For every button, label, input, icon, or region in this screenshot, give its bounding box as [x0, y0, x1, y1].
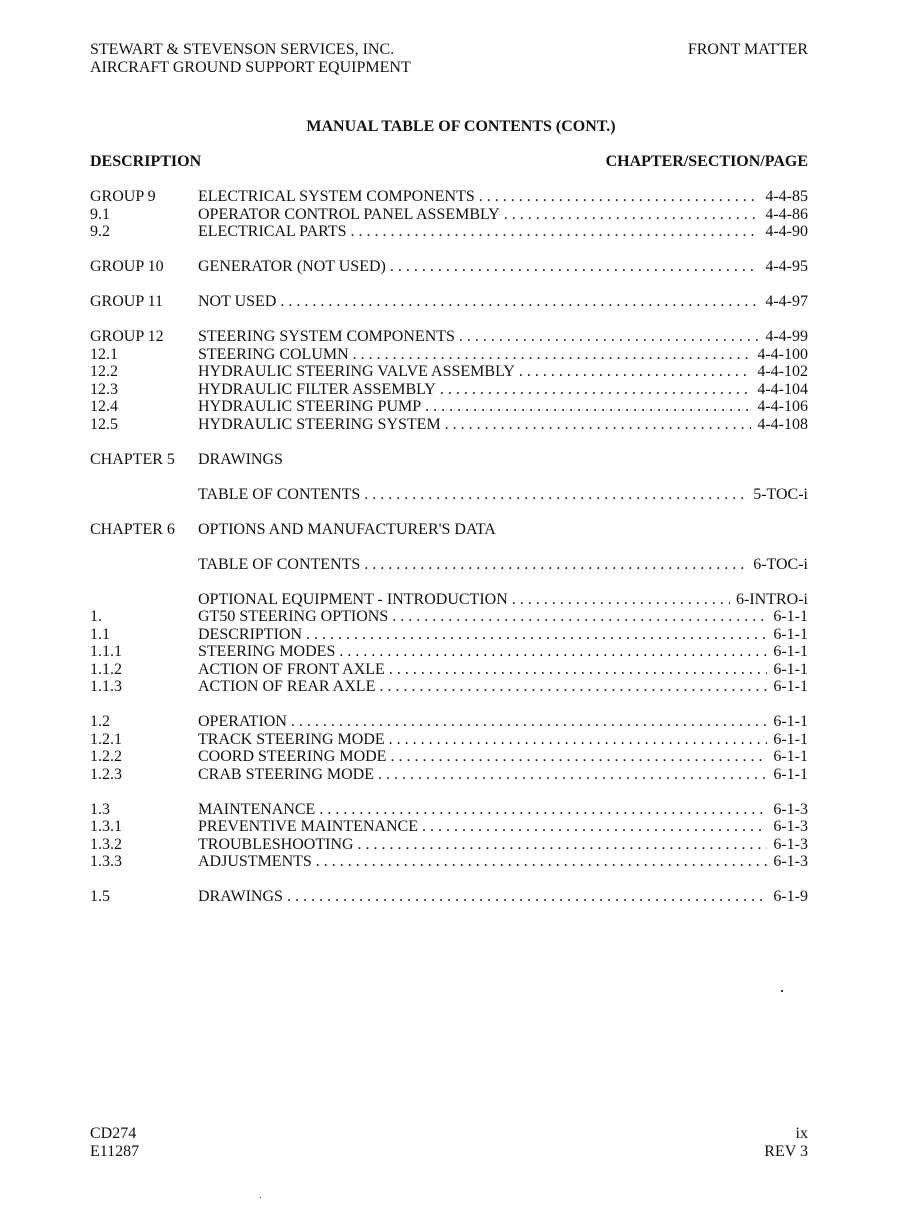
table-of-contents: [90, 188, 808, 906]
toc-entry-title: DRAWINGS: [198, 450, 283, 468]
toc-entry-number: 1.2.2: [90, 748, 122, 765]
toc-entry-line: [198, 556, 808, 574]
toc-dot-leader: [364, 556, 747, 574]
toc-entry-page: 4-4-86: [765, 205, 808, 223]
toc-entry-title: TABLE OF CONTENTS: [198, 485, 361, 503]
toc-entry-title: COORD STEERING MODE: [198, 748, 387, 765]
toc-entry-line: [198, 853, 808, 871]
toc-entry-number: 12.5: [90, 415, 118, 433]
toc-entry-number: 9.2: [90, 223, 110, 240]
toc-entry-number: 1.3.1: [90, 818, 122, 835]
toc-entry-line: [198, 398, 808, 416]
revision: REV 3: [764, 1142, 808, 1160]
toc-entry: [90, 188, 808, 206]
toc-entry-line: [198, 521, 808, 539]
toc-entry: [90, 678, 808, 696]
toc-entry-number: 12.4: [90, 398, 118, 415]
toc-dot-leader: [390, 748, 767, 766]
toc-entry-title: STEERING SYSTEM COMPONENTS: [198, 328, 455, 345]
toc-spacer: [90, 573, 808, 591]
toc-entry: [90, 363, 808, 381]
toc-dot-leader: [319, 801, 767, 819]
toc-entry-number: 9.1: [90, 205, 110, 223]
toc-spacer: [90, 311, 808, 329]
toc-entry: [90, 381, 808, 399]
toc-entry-line: [198, 258, 808, 276]
toc-entry-title: STEERING MODES: [198, 643, 336, 660]
toc-entry-title: ACTION OF FRONT AXLE: [198, 660, 385, 678]
toc-entry-title: OPERATION: [198, 713, 287, 730]
page-number: ix: [795, 1125, 808, 1142]
toc-entry-number: CHAPTER 5: [90, 450, 175, 468]
toc-entry-page: 6-1-1: [773, 713, 808, 730]
toc-dot-leader: [440, 381, 752, 399]
toc-dot-leader: [291, 713, 767, 731]
toc-entry: [90, 888, 808, 906]
toc-entry-number: 1.1: [90, 625, 110, 643]
toc-entry-number: 1.5: [90, 888, 110, 905]
toc-entry-number: 1.: [90, 608, 102, 625]
toc-dot-leader: [280, 293, 759, 311]
toc-entry-line: [198, 836, 808, 854]
toc-entry-line: [198, 328, 808, 346]
toc-entry-number: 1.2.3: [90, 765, 122, 783]
toc-entry: [90, 608, 808, 626]
toc-entry-page: 6-1-3: [773, 835, 808, 853]
toc-entry-number: 1.1.1: [90, 643, 122, 660]
toc-entry: [90, 748, 808, 766]
toc-entry: [90, 451, 808, 469]
toc-entry-page: 6-TOC-i: [753, 555, 808, 573]
toc-entry-line: [198, 591, 808, 609]
toc-entry-line: [198, 363, 808, 381]
toc-entry-line: [198, 643, 808, 661]
toc-entry-page: 4-4-108: [757, 415, 808, 433]
toc-entry-line: [198, 486, 808, 504]
toc-entry-page: 4-4-97: [765, 293, 808, 310]
toc-entry: [90, 591, 808, 609]
toc-entry-page: 6-1-3: [773, 800, 808, 818]
toc-entry-page: 5-TOC-i: [753, 485, 808, 503]
toc-dot-leader: [287, 888, 767, 906]
toc-dot-leader: [390, 258, 759, 276]
toc-dot-leader: [389, 661, 768, 679]
toc-entry: [90, 486, 808, 504]
document-number: E11287: [90, 1142, 140, 1160]
toc-spacer: [90, 871, 808, 889]
toc-dot-leader: [351, 223, 760, 241]
toc-entry-page: 6-1-9: [773, 888, 808, 905]
toc-spacer: [90, 503, 808, 521]
toc-dot-leader: [519, 363, 752, 381]
toc-entry-page: 4-4-102: [757, 363, 808, 380]
stray-mark: [781, 990, 783, 992]
toc-dot-leader: [378, 766, 767, 784]
toc-dot-leader: [306, 626, 767, 644]
toc-entry-page: 6-1-1: [773, 608, 808, 625]
toc-entry-number: 12.3: [90, 380, 118, 398]
toc-entry-title: DRAWINGS: [198, 888, 283, 905]
toc-entry-page: 6-1-1: [773, 678, 808, 695]
page-title: MANUAL TABLE OF CONTENTS (CONT.): [306, 118, 616, 135]
toc-entry-line: [198, 678, 808, 696]
toc-entry-number: 1.3.2: [90, 835, 122, 853]
toc-dot-leader: [364, 486, 747, 504]
toc-entry-page: 4-4-95: [765, 258, 808, 275]
toc-entry-title: HYDRAULIC FILTER ASSEMBLY: [198, 380, 436, 398]
header-section: FRONT MATTER: [687, 41, 808, 58]
column-header-chapter-section-page: CHAPTER/SECTION/PAGE: [605, 153, 808, 170]
toc-entry: [90, 398, 808, 416]
header-left: [90, 41, 411, 76]
toc-entry: [90, 556, 808, 574]
toc-entry-title: OPERATOR CONTROL PANEL ASSEMBLY: [198, 205, 500, 223]
toc-entry-page: 6-1-3: [773, 853, 808, 870]
toc-entry-line: [198, 451, 808, 469]
toc-entry-title: GT50 STEERING OPTIONS: [198, 608, 389, 625]
toc-spacer: [90, 241, 808, 259]
toc-entry: [90, 328, 808, 346]
toc-entry: [90, 818, 808, 836]
footer-right: [764, 1125, 808, 1160]
toc-entry-number: 1.3: [90, 800, 110, 818]
toc-entry-title: TRACK STEERING MODE: [198, 730, 385, 748]
toc-entry: [90, 293, 808, 311]
toc-entry-line: [198, 766, 808, 784]
toc-entry-line: [198, 818, 808, 836]
toc-entry-title: ELECTRICAL SYSTEM COMPONENTS: [198, 188, 475, 205]
toc-entry-line: [198, 381, 808, 399]
toc-entry-page: 6-INTRO-i: [736, 590, 808, 608]
toc-entry: [90, 643, 808, 661]
toc-entry: [90, 521, 808, 539]
toc-dot-leader: [339, 643, 767, 661]
toc-entry: [90, 836, 808, 854]
toc-dot-leader: [425, 398, 751, 416]
toc-entry-number: GROUP 12: [90, 328, 164, 345]
toc-dot-leader: [512, 591, 730, 609]
toc-entry-page: 4-4-106: [757, 398, 808, 415]
stray-mark: [260, 1197, 261, 1198]
toc-entry-line: [198, 416, 808, 434]
toc-entry-line: [198, 206, 808, 224]
toc-entry-title: OPTIONS AND MANUFACTURER'S DATA: [198, 520, 496, 538]
footer-left: [90, 1125, 139, 1160]
toc-entry-page: 6-1-1: [773, 765, 808, 783]
division-name: AIRCRAFT GROUND SUPPORT EQUIPMENT: [90, 58, 411, 76]
toc-entry-number: 1.2: [90, 713, 110, 730]
toc-entry-title: ELECTRICAL PARTS: [198, 223, 347, 240]
toc-entry-title: ADJUSTMENTS: [198, 853, 312, 870]
toc-entry-number: 12.2: [90, 363, 118, 380]
toc-entry-title: HYDRAULIC STEERING VALVE ASSEMBLY: [198, 363, 515, 380]
toc-entry: [90, 853, 808, 871]
toc-entry-title: HYDRAULIC STEERING PUMP: [198, 398, 422, 415]
toc-spacer: [90, 696, 808, 714]
toc-entry: [90, 626, 808, 644]
toc-spacer: [90, 538, 808, 556]
toc-entry-line: [198, 223, 808, 241]
toc-entry-page: 4-4-90: [765, 223, 808, 240]
toc-entry-title: DESCRIPTION: [198, 625, 303, 643]
toc-entry-line: [198, 801, 808, 819]
toc-entry: [90, 766, 808, 784]
toc-dot-leader: [392, 608, 767, 626]
toc-entry-line: [198, 346, 808, 364]
toc-entry-page: 4-4-104: [757, 380, 808, 398]
toc-entry-title: STEERING COLUMN: [198, 345, 349, 363]
toc-entry-title: TABLE OF CONTENTS: [198, 555, 361, 573]
toc-spacer: [90, 276, 808, 294]
toc-entry-page: 4-4-85: [765, 188, 808, 205]
toc-entry: [90, 661, 808, 679]
toc-entry: [90, 801, 808, 819]
toc-entry-title: TROUBLESHOOTING: [198, 835, 354, 853]
toc-dot-leader: [459, 328, 759, 346]
toc-entry-number: 1.1.3: [90, 678, 122, 695]
toc-entry-title: HYDRAULIC STEERING SYSTEM: [198, 415, 441, 433]
toc-entry-title: CRAB STEERING MODE: [198, 765, 375, 783]
toc-entry-line: [198, 608, 808, 626]
toc-entry-page: 6-1-3: [773, 818, 808, 835]
company-name: STEWART & STEVENSON SERVICES, INC.: [90, 41, 395, 58]
toc-entry-page: 6-1-1: [773, 660, 808, 678]
document-code: CD274: [90, 1125, 137, 1142]
toc-entry: [90, 206, 808, 224]
toc-entry: [90, 258, 808, 276]
toc-entry-page: 6-1-1: [773, 730, 808, 748]
toc-dot-leader: [389, 731, 768, 749]
toc-entry-number: CHAPTER 6: [90, 520, 175, 538]
toc-spacer: [90, 783, 808, 801]
toc-entry: [90, 346, 808, 364]
toc-dot-leader: [445, 416, 752, 434]
toc-entry-number: GROUP 10: [90, 258, 164, 275]
toc-dot-leader: [379, 678, 767, 696]
toc-entry-line: [198, 748, 808, 766]
toc-entry-line: [198, 188, 808, 206]
toc-entry-line: [198, 626, 808, 644]
toc-entry-line: [198, 661, 808, 679]
toc-entry-number: GROUP 9: [90, 188, 156, 205]
toc-spacer: [90, 468, 808, 486]
toc-spacer: [90, 433, 808, 451]
toc-entry-page: 6-1-1: [773, 643, 808, 660]
toc-entry-page: 6-1-1: [773, 748, 808, 765]
toc-entry-number: 12.1: [90, 345, 118, 363]
toc-entry-page: 4-4-100: [757, 345, 808, 363]
toc-entry-number: 1.3.3: [90, 853, 122, 870]
toc-entry-line: [198, 713, 808, 731]
toc-entry-title: MAINTENANCE: [198, 800, 316, 818]
toc-entry-title: PREVENTIVE MAINTENANCE: [198, 818, 418, 835]
toc-dot-leader: [422, 818, 767, 836]
toc-entry-title: NOT USED: [198, 293, 277, 310]
toc-entry-line: [198, 293, 808, 311]
toc-dot-leader: [504, 206, 760, 224]
column-header-description: DESCRIPTION: [90, 153, 202, 170]
toc-entry: [90, 416, 808, 434]
toc-dot-leader: [316, 853, 768, 871]
toc-entry-page: 4-4-99: [765, 328, 808, 345]
toc-entry: [90, 713, 808, 731]
toc-entry-line: [198, 731, 808, 749]
toc-dot-leader: [479, 188, 760, 206]
toc-entry-number: GROUP 11: [90, 293, 164, 310]
toc-entry: [90, 223, 808, 241]
toc-dot-leader: [353, 346, 752, 364]
toc-entry-title: OPTIONAL EQUIPMENT - INTRODUCTION: [198, 590, 508, 608]
toc-dot-leader: [358, 836, 768, 854]
toc-entry-title: ACTION OF REAR AXLE: [198, 678, 376, 695]
toc-entry-number: 1.1.2: [90, 660, 122, 678]
toc-entry-number: 1.2.1: [90, 730, 122, 748]
toc-entry-page: 6-1-1: [773, 625, 808, 643]
toc-entry-line: [198, 888, 808, 906]
toc-entry: [90, 731, 808, 749]
toc-entry-title: GENERATOR (NOT USED): [198, 258, 386, 275]
